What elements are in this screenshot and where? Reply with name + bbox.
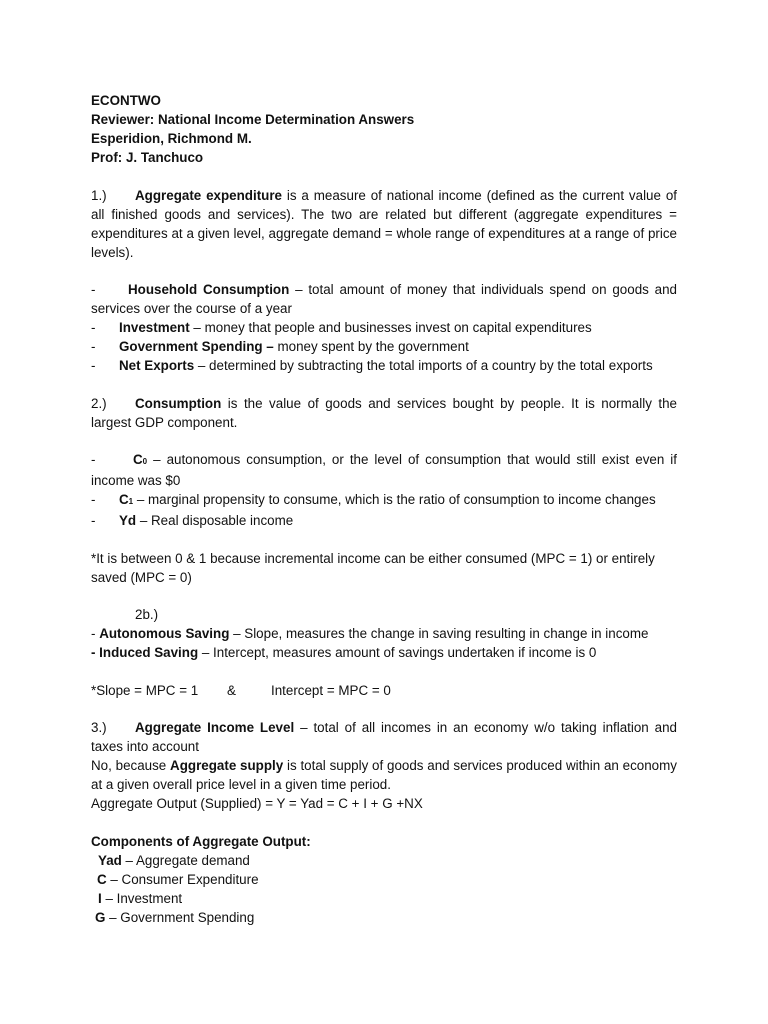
q2b-item: - Induced Saving – Intercept, measures amount of savings undertaken if income is 0 bbox=[91, 645, 597, 660]
header-author: Esperidion, Richmond M. bbox=[91, 131, 252, 146]
q3-answer: No, because Aggregate supply is total supply of goods and services produced within an economy at a given overall price level in a given time period. bbox=[91, 758, 677, 792]
q2b-item: - Autonomous Saving – Slope, measures the change in saving resulting in change in income bbox=[91, 626, 649, 641]
q2-item: - C1 – marginal propensity to consume, which is the ratio of consumption to income changes bbox=[91, 492, 656, 507]
header-course: ECONTWO bbox=[91, 93, 161, 108]
q1-item: - Net Exports – determined by subtracting the total imports of a country by the total exports bbox=[91, 358, 653, 373]
q3-paragraph: 3.) Aggregate Income Level – total of all incomes in an economy w/o taking inflation and taxes into account bbox=[91, 720, 677, 754]
q3-formula: Aggregate Output (Supplied) = Y = Yad = C + I + G +NX bbox=[91, 796, 423, 811]
components-heading: Components of Aggregate Output: bbox=[91, 833, 311, 849]
q2-item: - C0 – autonomous consumption, or the level of consumption that would still exist even if income was $0 bbox=[91, 452, 677, 488]
q1-item: - Household Consumption – total amount of money that individuals spend on goods and services over the course of a year bbox=[91, 282, 677, 316]
q2b-equation: *Slope = MPC = 1 & Intercept = MPC = 0 bbox=[91, 682, 391, 698]
header-title: Reviewer: National Income Determination Answers bbox=[91, 112, 415, 127]
q1-item: - Government Spending – money spent by the government bbox=[91, 339, 469, 354]
component-item: I – Investment bbox=[98, 890, 183, 906]
q1-item: - Investment – money that people and businesses invest on capital expenditures bbox=[91, 320, 592, 335]
header-prof: Prof: J. Tanchuco bbox=[91, 150, 204, 165]
q2b-number: 2b.) bbox=[135, 607, 159, 622]
document-body bbox=[91, 91, 677, 927]
q1-number: 1.) bbox=[91, 187, 107, 203]
q2-item: - Yd – Real disposable income bbox=[91, 513, 294, 528]
q3-number: 3.) bbox=[91, 720, 107, 735]
q1-paragraph: 1.) Aggregate expenditure is a measure of national income (defined as the current value of all finished goods and services). The two are related but different (aggregate expenditures = expenditures at a given level, aggregate demand = whole range of expenditures at a range of price levels). bbox=[91, 187, 677, 260]
q2-paragraph: 2.) Consumption is the value of goods and services bought by people. It is normally the largest GDP component. bbox=[91, 395, 677, 430]
component-item: C – Consumer Expenditure bbox=[97, 871, 259, 887]
q2-number: 2.) bbox=[91, 395, 107, 411]
component-item: G – Government Spending bbox=[95, 909, 255, 925]
q2-note: *It is between 0 & 1 because incremental income can be either consumed (MPC = 1) or entirely saved (MPC = 0) bbox=[91, 550, 655, 585]
component-item: Yad – Aggregate demand bbox=[98, 852, 250, 868]
